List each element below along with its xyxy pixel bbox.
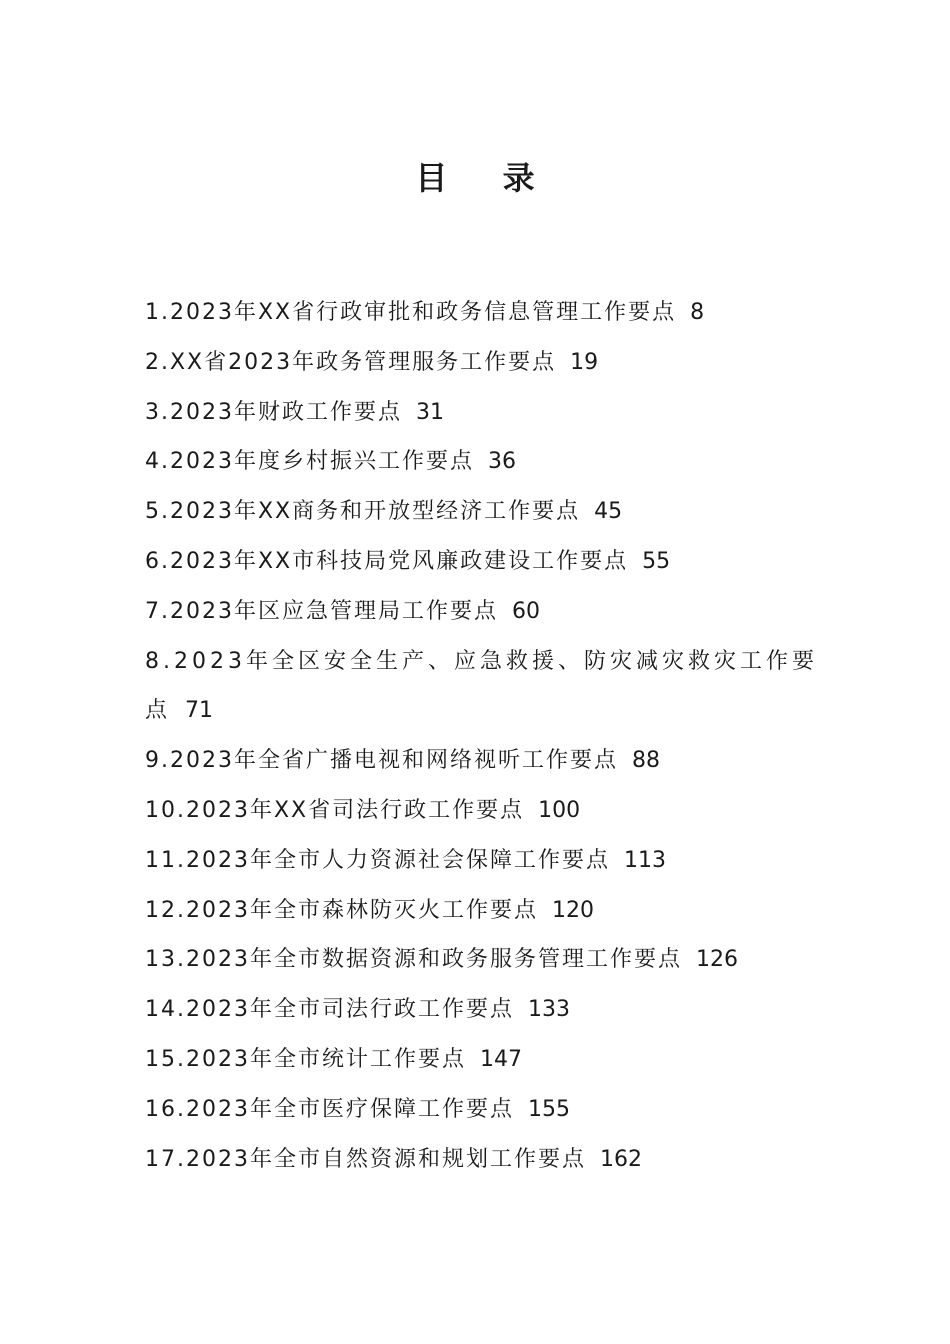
toc-entry-text: 7.2023年区应急管理局工作要点 — [145, 598, 498, 624]
toc-list — [145, 288, 825, 1184]
toc-entry[interactable] — [145, 1135, 825, 1185]
toc-entry-text: 5.2023年XX商务和开放型经济工作要点 — [145, 499, 581, 525]
toc-entry-page: 162 — [599, 1146, 642, 1172]
toc-entry-page: 60 — [511, 598, 540, 624]
toc-entry-text: 2.XX省2023年政务管理服务工作要点 — [145, 349, 557, 375]
toc-entry[interactable] — [145, 487, 825, 537]
toc-entry[interactable] — [145, 1085, 825, 1135]
toc-entry-page: 133 — [527, 997, 570, 1023]
toc-entry[interactable] — [145, 736, 825, 786]
toc-entry-text: 1.2023年XX省行政审批和政务信息管理工作要点 — [145, 300, 677, 325]
toc-entry-text: 8.2023年全区安全生产、应急救援、防灾减灾救灾工作要点 — [145, 648, 818, 724]
toc-entry-text: 14.2023年全市司法行政工作要点 — [145, 997, 514, 1023]
toc-entry-page: 36 — [487, 449, 516, 475]
toc-entry-page: 88 — [631, 748, 660, 774]
toc-entry[interactable] — [145, 537, 825, 587]
toc-entry-page: 155 — [527, 1096, 570, 1122]
toc-entry[interactable] — [145, 886, 825, 936]
toc-entry-page: 120 — [551, 897, 594, 923]
toc-entry[interactable] — [145, 1035, 825, 1085]
toc-entry-text: 17.2023年全市自然资源和规划工作要点 — [145, 1146, 586, 1172]
toc-entry-page: 45 — [594, 499, 623, 525]
toc-entry-page: 100 — [538, 797, 581, 823]
toc-entry[interactable] — [145, 786, 825, 836]
toc-entry-page: 19 — [570, 349, 599, 375]
toc-entry-page: 147 — [479, 1046, 522, 1072]
toc-entry-page: 71 — [185, 698, 214, 724]
toc-entry[interactable] — [145, 637, 825, 737]
toc-entry-text: 15.2023年全市统计工作要点 — [145, 1046, 466, 1072]
toc-entry-text: 4.2023年度乡村振兴工作要点 — [145, 449, 474, 475]
toc-entry-text: 10.2023年XX省司法行政工作要点 — [145, 797, 525, 823]
toc-entry-page: 31 — [415, 399, 444, 425]
toc-entry-page: 113 — [623, 847, 666, 873]
toc-entry[interactable] — [145, 836, 825, 886]
page-title: 目 录 — [415, 159, 557, 197]
toc-entry-text: 3.2023年财政工作要点 — [145, 399, 402, 425]
toc-entry[interactable] — [145, 985, 825, 1035]
toc-entry-page: 126 — [695, 947, 738, 973]
toc-entry-text: 12.2023年全市森林防灭火工作要点 — [145, 897, 538, 923]
toc-entry-text: 13.2023年全市数据资源和政务服务管理工作要点 — [145, 947, 682, 973]
toc-entry-text: 9.2023年全省广播电视和网络视听工作要点 — [145, 748, 618, 774]
toc-entry-page: 55 — [642, 548, 671, 574]
toc-entry[interactable] — [145, 935, 825, 985]
toc-entry-page: 8 — [690, 300, 705, 325]
toc-entry-text: 11.2023年全市人力资源社会保障工作要点 — [145, 847, 610, 873]
toc-entry[interactable] — [145, 437, 825, 487]
toc-entry[interactable] — [145, 338, 825, 388]
toc-entry-text: 16.2023年全市医疗保障工作要点 — [145, 1096, 514, 1122]
toc-entry[interactable] — [145, 388, 825, 438]
toc-entry[interactable] — [145, 587, 825, 637]
toc-entry[interactable] — [145, 288, 825, 338]
toc-entry-text: 6.2023年XX市科技局党风廉政建设工作要点 — [145, 548, 629, 574]
